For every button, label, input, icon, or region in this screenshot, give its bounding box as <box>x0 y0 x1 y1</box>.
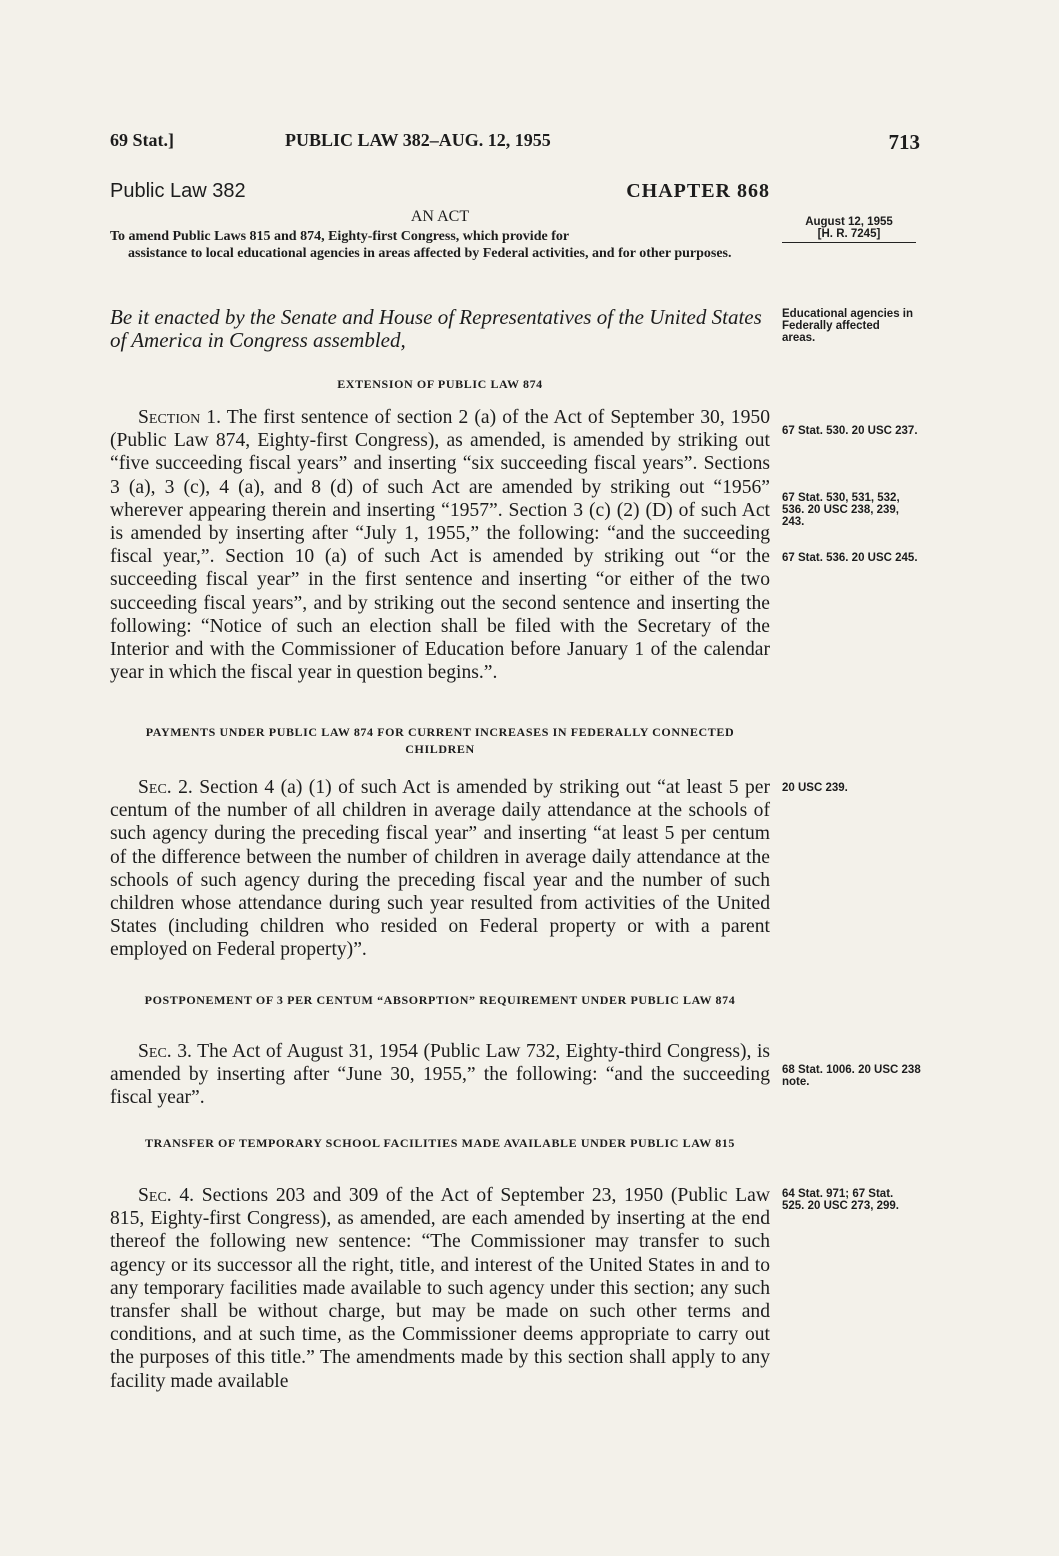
an-act-label: AN ACT <box>410 208 470 225</box>
act-title-first-line: To amend Public Laws 815 and 874, Eighty-first Congress, which provide for <box>110 229 570 244</box>
chapter-number: CHAPTER 868 <box>626 180 770 202</box>
section-heading: TRANSFER OF TEMPORARY SCHOOL FACILITIES MADE AVAILABLE UNDER PUBLIC LAW 815 <box>144 1136 735 1150</box>
section-paragraph <box>110 1184 770 1393</box>
section-number: Section 1. <box>138 407 222 428</box>
enactment-date-note <box>782 216 916 243</box>
section-text: Section 4 (a) (1) of such Act is amended by striking out “at least 5 per centum of the number of all children in average daily attendance at the schools of such agency during the preceding fiscal year” and inserting “at least 5 per centum of the difference between the number of children in average daily attendance at the schools of such agency during the preceding fiscal year and the number of such children whose attendance during such year resulted from activities of the United States (including children who resided on Federal property or with a parent employed on Federal property)”. <box>110 777 771 961</box>
enacting-clause: Be it enacted by the Senate and House of Representatives of the United States of America in Congress assembled, <box>110 305 762 352</box>
section-number: Sec. 3. <box>138 1041 192 1062</box>
page-number: 713 <box>888 130 920 154</box>
section-heading: POSTPONEMENT OF 3 PER CENTUM “ABSORPTION” REQUIREMENT UNDER PUBLIC LAW 874 <box>144 993 736 1007</box>
act-title <box>110 228 770 262</box>
section-paragraph <box>110 1040 770 1110</box>
margin-note-citation: 67 Stat. 536. 20 USC 245. <box>782 552 918 564</box>
enactment-date: August 12, 1955 <box>805 216 893 228</box>
section-heading: EXTENSION OF PUBLIC LAW 874 <box>337 377 543 391</box>
section-number: Sec. 4. <box>138 1185 195 1206</box>
bill-number: [H. R. 7245] <box>817 228 881 240</box>
margin-note-citation: 20 USC 239. <box>782 782 848 794</box>
section-paragraph <box>110 406 770 684</box>
running-header <box>110 130 920 156</box>
section-number: Sec. 2. <box>138 777 193 798</box>
margin-note-citation: 67 Stat. 530. 20 USC 237. <box>782 425 918 437</box>
section-text: Sections 203 and 309 of the Act of September 23, 1950 (Public Law 815, Eighty-first Congress), as amended, are each amended by inserting at the end thereof the following new sentence: “The Commissioner may transfer to such agency or its successor all the right, title, and interest of the United States in and to any temporary facilities made available to such agency under this section; any such transfer shall be without charge, but may be made on such other terms and conditions, and at such time, as the Commissioner deems appropriate to carry out the purposes of this title.” The amendments made by this section shall apply to any facility made available <box>110 1185 770 1392</box>
section-paragraph <box>110 776 770 962</box>
section-heading: PAYMENTS UNDER PUBLIC LAW 874 FOR CURRENT INCREASES IN FEDERALLY CONNECTED CHILDREN <box>145 725 735 756</box>
section-text: The Act of August 31, 1954 (Public Law 732, Eighty-third Congress), is amended by inserting after “June 30, 1955,” the following: “and the succeeding fiscal year”. <box>110 1041 771 1109</box>
margin-note-citation: 68 Stat. 1006. 20 USC 238 note. <box>782 1064 921 1088</box>
volume-reference: 69 Stat.] <box>110 130 174 150</box>
margin-note-citation: 64 Stat. 971; 67 Stat. 525. 20 USC 273, 299. <box>782 1188 899 1212</box>
act-title-continuation: assistance to local educational agencies in areas affected by Federal activities, and for other purposes. <box>128 246 732 261</box>
law-title-header: PUBLIC LAW 382–AUG. 12, 1955 <box>285 130 551 150</box>
margin-note-topic: Educational agencies in Federally affected areas. <box>782 308 914 344</box>
law-designation <box>110 180 770 203</box>
public-law-number: Public Law 382 <box>110 180 246 202</box>
margin-note-citation: 67 Stat. 530, 531, 532, 536. 20 USC 238, 239, 243. <box>782 492 900 528</box>
section-text: The first sentence of section 2 (a) of the Act of September 30, 1950 (Public Law 874, Eighty-first Congress), as amended, is amended by striking out “five succeeding fiscal years” and inserting “six succeeding fiscal years”. Sections 3 (a), 3 (c), 4 (a), and 8 (d) of such Act are amended by striking out “1956” wherever appearing therein and inserting “1957”. Section 3 (c) (2) (D) of such Act is amended by inserting after “July 1, 1955,” the following: “and the succeeding fiscal year,”. Section 10 (a) of such Act is amended by striking out “or the succeeding fiscal year” in the first sentence and inserting “or either of the two succeeding fiscal years”, and by striking out the second sentence and inserting the following: “Notice of such an election shall be filed with the Secretary of the Interior and with the Commissioner of Education before January 1 of the calendar year in which the fiscal year in question begins.”. <box>110 407 770 684</box>
